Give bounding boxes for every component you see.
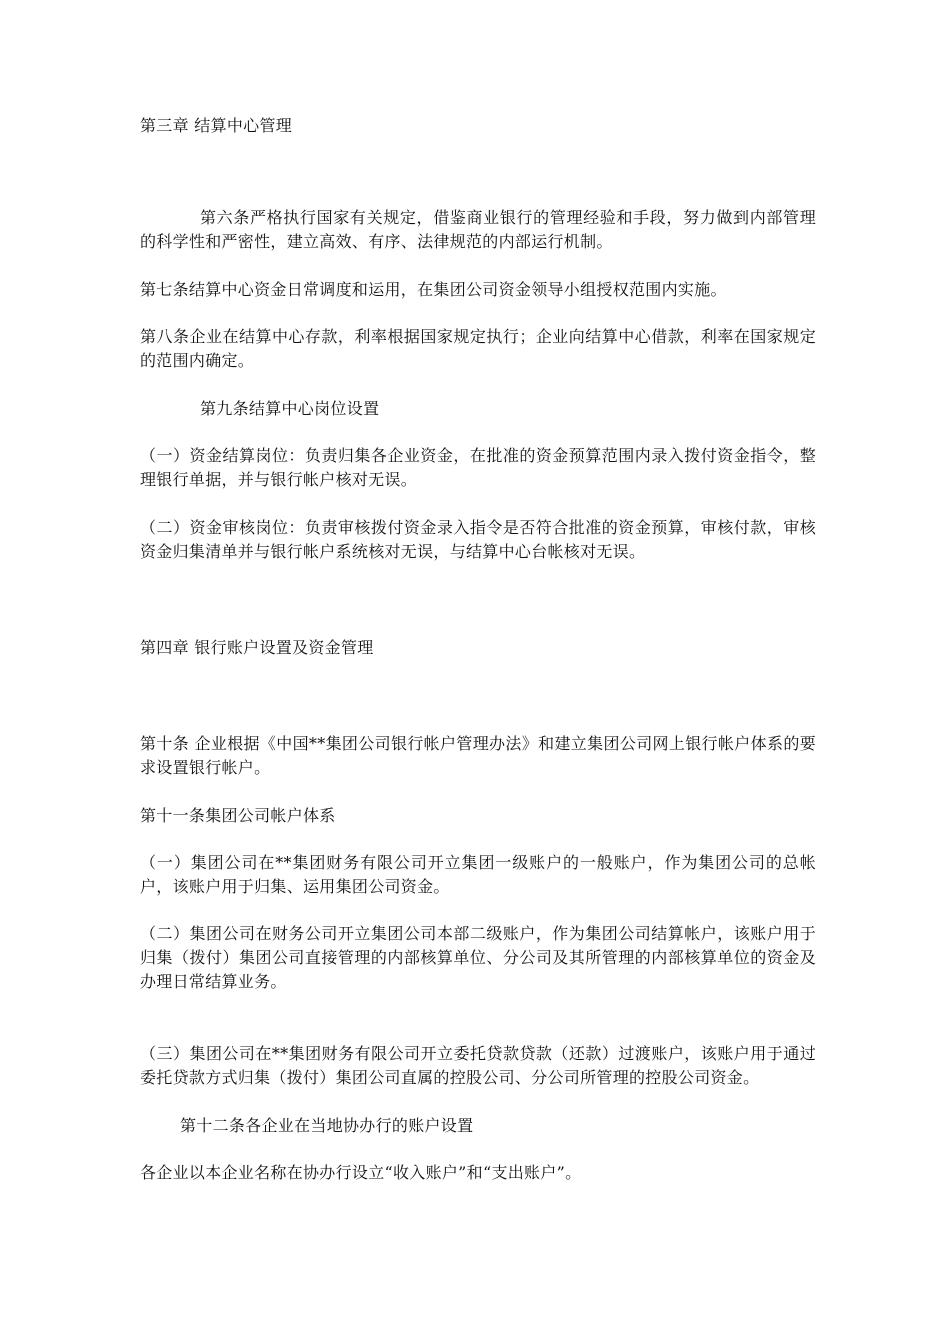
article-11-item-2: （二）集团公司在财务公司开立集团公司本部二级账户，作为集团公司结算帐户，该账户用于归集（拨付）集团公司直接管理的内部核算单位、分公司及其所管理的内部核算单位的资金及办理日常结算业务。 — [140, 924, 816, 991]
article-10: 第十条 企业根据《中国**集团公司银行帐户管理办法》和建立集团公司网上银行帐户体系的要求设置银行帐户。 — [140, 734, 816, 777]
article-8: 第八条企业在结算中心存款，利率根据国家规定执行；企业向结算中心借款，利率在国家规定的范围内确定。 — [140, 327, 816, 370]
article-11: 第十一条集团公司帐户体系 — [140, 806, 336, 825]
article-12: 第十二条各企业在当地协办行的账户设置 — [180, 1116, 474, 1135]
article-7: 第七条结算中心资金日常调度和运用，在集团公司资金领导小组授权范围内实施。 — [140, 280, 727, 299]
article-9-item-1: （一）资金结算岗位：负责归集各企业资金，在批准的资金预算范围内录入拨付资金指令，整理银行单据，并与银行帐户核对无误。 — [140, 446, 816, 489]
article-9: 第九条结算中心岗位设置 — [200, 399, 380, 418]
article-11-item-3: （三）集团公司在**集团财务有限公司开立委托贷款贷款（还款）过渡账户，该账户用于通过委托贷款方式归集（拨付）集团公司直属的控股公司、分公司所管理的控股公司资金。 — [140, 1044, 816, 1087]
article-6: 第六条严格执行国家有关规定，借鉴商业银行的管理经验和手段，努力做到内部管理的科学性和严密性，建立高效、有序、法律规范的内部运行机制。 — [140, 208, 816, 251]
chapter-3-heading: 第三章 结算中心管理 — [140, 116, 293, 135]
chapter-4-heading: 第四章 银行账户设置及资金管理 — [140, 638, 374, 657]
article-11-item-1: （一）集团公司在**集团财务有限公司开立集团一级账户的一般账户，作为集团公司的总帐户，该账户用于归集、运用集团公司资金。 — [140, 853, 816, 896]
article-9-item-2: （二）资金审核岗位：负责审核拨付资金录入指令是否符合批准的资金预算，审核付款，审核资金归集清单并与银行帐户系统核对无误，与结算中心台帐核对无误。 — [140, 518, 816, 561]
article-12-text: 各企业以本企业名称在协办行设立“收入账户”和“支出账户”。 — [140, 1163, 582, 1182]
